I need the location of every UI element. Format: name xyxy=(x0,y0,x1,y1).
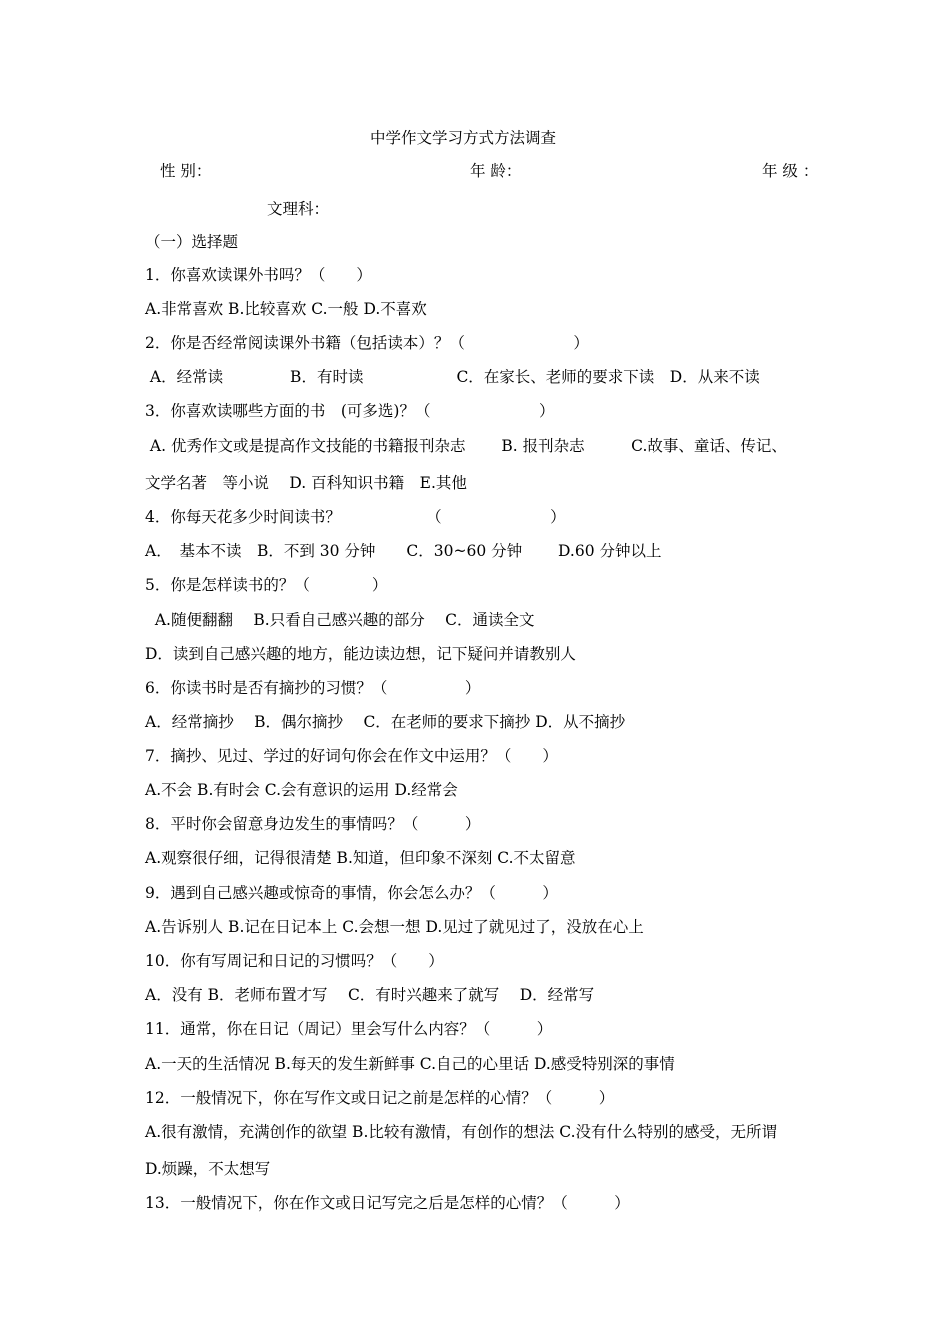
options-5-line-2: D．读到自己感兴趣的地方，能边读边想，记下疑问并请教别人 xyxy=(145,645,576,663)
options-9: A.告诉别人 B.记在日记本上 C.会想一想 D.见过了就见过了，没放在心上 xyxy=(145,918,644,936)
question-8: 8．平时你会留意身边发生的事情吗？（ ） xyxy=(145,815,481,833)
question-7: 7．摘抄、见过、学过的好词句你会在作文中运用？（ ） xyxy=(145,747,558,765)
question-12: 12．一般情况下，你在写作文或日记之前是怎样的心情？（ ） xyxy=(145,1089,615,1107)
question-13: 13．一般情况下，你在作文或日记写完之后是怎样的心情？（ ） xyxy=(145,1194,630,1212)
question-2: 2．你是否经常阅读课外书籍（包括读本）？（ ） xyxy=(145,334,589,352)
options-12-line-1: A.很有激情，充满创作的欲望 B.比较有激情，有创作的想法 C.没有什么特别的感受，无所谓 xyxy=(145,1123,778,1141)
question-3: 3．你喜欢读哪些方面的书 (可多选)？（ ） xyxy=(145,402,555,420)
stream-field-label: 文理科： xyxy=(267,200,330,218)
question-4: 4．你每天花多少时间读书？ （ ） xyxy=(145,508,566,526)
options-12-line-2: D.烦躁，不太想写 xyxy=(145,1160,271,1178)
question-9: 9．遇到自己感兴趣或惊奇的事情，你会怎么办？（ ） xyxy=(145,884,558,902)
options-11: A.一天的生活情况 B.每天的发生新鲜事 C.自己的心里话 D.感受特别深的事情 xyxy=(145,1055,675,1073)
options-6: A．经常摘抄 B．偶尔摘抄 C．在老师的要求下摘抄 D．从不摘抄 xyxy=(145,713,626,731)
question-6: 6．你读书时是否有摘抄的习惯？（ ） xyxy=(145,679,481,697)
options-10: A．没有 B．老师布置才写 C．有时兴趣来了就写 D．经常写 xyxy=(145,986,595,1004)
document-title: 中学作文学习方式方法调查 xyxy=(370,129,557,147)
options-3-line-2: 文学名著 等小说 D. 百科知识书籍 E.其他 xyxy=(145,474,467,492)
question-10: 10．你有写周记和日记的习惯吗？（ ） xyxy=(145,952,444,970)
question-1: 1．你喜欢读课外书吗？（ ） xyxy=(145,266,372,284)
options-2: A．经常读 B．有时读 C．在家长、老师的要求下读 D．从来不读 xyxy=(145,368,760,386)
section-heading: （一）选择题 xyxy=(145,233,239,251)
options-1: A.非常喜欢 B.比较喜欢 C.一般 D.不喜欢 xyxy=(145,300,427,318)
gender-field-label: 性 别： xyxy=(160,162,212,180)
question-5: 5．你是怎样读书的？（ ） xyxy=(145,576,388,594)
options-4: A． 基本不读 B．不到 30 分钟 C．30~60 分钟 D.60 分钟以上 xyxy=(145,542,662,560)
options-8: A.观察很仔细，记得很清楚 B.知道，但印象不深刻 C.不太留意 xyxy=(145,849,576,867)
options-7: A.不会 B.有时会 C.会有意识的运用 D.经常会 xyxy=(145,781,458,799)
options-3-line-1: A. 优秀作文或是提高作文技能的书籍报刊杂志 B. 报刊杂志 C.故事、童话、传记、 xyxy=(145,437,787,455)
question-11: 11．通常，你在日记（周记）里会写什么内容？（ ） xyxy=(145,1020,553,1038)
age-field-label: 年 龄： xyxy=(470,162,522,180)
options-5-line-1: A.随便翻翻 B.只看自己感兴趣的部分 C．通读全文 xyxy=(145,611,535,629)
grade-field-label: 年 级 ： xyxy=(762,162,819,180)
